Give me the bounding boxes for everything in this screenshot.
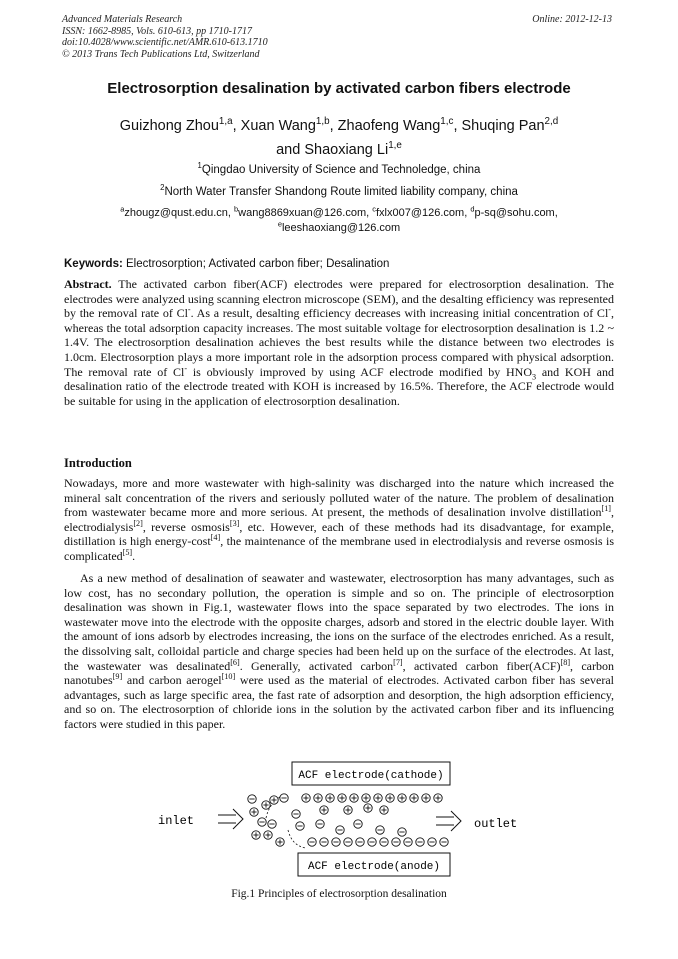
intro-paragraph-2: As a new method of desalination of seawater and wastewater, electrosorption has many advantages, such as low cost, has no secondary pollution, the operation is simple and so on. The principle of electrosorption desalination was shown in Fig.1, wastewater flows into the space separated by two electrodes. The ions in wastewater move into the electrode with the opposite charges, adsorb and stored in the electric double layer. With the amount of ions adsorb by electrodes increasing, the ions on the surface of the electrodes enriched. As a result, the dissolving salt, colloidal particle and charge species had been held up on the surface of the electrodes. At last, the wastewater was desalinated[6]. Generally, activated carbon[7], activated carbon fiber(ACF)[8], carbon nanotubes[9] and carbon aerogel[10] were used as the material of electrodes. Activated carbon fiber has several advantages, such as large specific area, the fast rate of adsorption and desorption, the high adsorption efficiency, and so on. The electrosorption of chloride ions in the solution by the activated carbon fiber and its influencing factors were studied in this paper. (64, 571, 615, 731)
citation: [10] (221, 672, 236, 682)
citation: [6] (230, 657, 240, 667)
inlet-ion-cluster (248, 794, 304, 846)
inlet-label: inlet (158, 814, 195, 828)
paper-title: Electrosorption desalination by activated carbon fibers electrode (107, 80, 571, 97)
author-list (40, 114, 638, 162)
citation: [2] (133, 518, 143, 528)
citation: [4] (210, 533, 221, 543)
doi-line: doi:10.4028/www.scientific.net/AMR.610-613.1710 (62, 37, 268, 48)
author: and Shaoxiang Li$^{1,e}$ (276, 140, 402, 158)
intro-paragraph-1: Nowadays, more and more wastewater with high-salinity was discharged into the nature which increased the mineral salt concentration of the rivers and seriously polluted water of the nature. The problem of desalination from wastewater became more and more serious. At present, the methods of desalination involve distillation[1], electrodialysis[2], reverse osmosis[3], etc. However, each of these methods had its disadvantage, for example, distillation is high energy-cost[4], the maintenance of the membrane used in electrodialysis and reverse osmosis is complicated[5]. (64, 476, 614, 563)
citation: [1] (601, 504, 611, 514)
citation: [7] (393, 657, 403, 667)
journal-header (62, 14, 268, 60)
keywords-label: Keywords: (64, 258, 123, 270)
email-link[interactable]: zhougz@qust.edu.cn, (124, 207, 234, 219)
anode-ion-row (308, 838, 448, 846)
outlet-arrow (436, 811, 461, 831)
online-date: Online: 2012-12-13 (532, 14, 612, 25)
flow-arrow-down (288, 830, 306, 848)
author: Zhaofeng Wang$^{1,c}$, (337, 116, 462, 134)
author: Xuan Wang$^{1,b}$, (240, 116, 338, 134)
keywords-text: Electrosorption; Activated carbon fiber; Desalination (126, 258, 390, 270)
issn-line: ISSN: 1662-8985, Vols. 610-613, pp 1710-1717 (62, 25, 252, 37)
citation: [9] (112, 672, 123, 682)
email-link[interactable]: wang8869xuan@126.com, (238, 207, 373, 219)
author-emails: $^a$zhougz@qust.edu.cn, $^b$wang8869xuan@126.com, $^c$fxlx007@126.com, $^d$p-sq@sohu.com, $^e$leeshaoxiang@126.com (120, 204, 558, 234)
electrosorption-diagram (140, 760, 540, 880)
author: Guizhong Zhou$^{1,a}$, (119, 116, 241, 134)
journal-name: Advanced Materials Research (62, 14, 183, 25)
abstract: Abstract. The activated carbon fiber(ACF) electrodes were prepared for electrosorption desalination. The electrodes were analyzed using scanning electron microscope (SEM), and the desalting efficiency was represented by the removal rate of Cl-. As a result, desalting efficiency decreases with increasing initial concentration of Cl-, whereas the total adsorption capacity increases. The most suitable voltage for electrosorption desalination is 1.2 ~ 1.4V. The electrosorption desalination achieves the best results while the distance between two electrodes is 1.0cm. Electrosorption plays a more important role in the adsorption process compared with physical adsorption. The removal rate of Cl- is obviously improved by using ACF electrode modified by $HNO_3$ and KOH and desalination ratio of the electrode treated with KOH is increased by 16.5%. Therefore, the ACF electrode would be suitable for using in the application of electrosorption desalination. (64, 277, 614, 408)
citation: [8] (560, 657, 571, 667)
citation: [5] (122, 547, 133, 557)
author: Shuqing Pan$^{2,d}$ (461, 116, 559, 134)
outlet-label: outlet (474, 817, 518, 831)
abstract-label: Abstract. (64, 277, 112, 291)
copyright-line: © 2013 Trans Tech Publications Ltd, Switzerland (62, 48, 260, 60)
affiliation-1: $^1$Qingdao University of Science and Technoledge, china (197, 161, 481, 176)
citation: [3] (229, 518, 240, 528)
figure-caption: Fig.1 Principles of electrosorption desalination (231, 888, 447, 900)
email-link[interactable]: p-sq@sohu.com, (474, 207, 558, 219)
keywords (64, 258, 616, 270)
email-link[interactable]: fxlx007@126.com, (375, 207, 471, 219)
email-link[interactable]: leeshaoxiang@126.com (281, 222, 401, 234)
section-heading-introduction: Introduction (64, 456, 132, 470)
cathode-label: ACF electrode(cathode) (298, 770, 444, 782)
middle-ions (316, 820, 406, 836)
cathode-ion-row (302, 794, 442, 814)
anode-label: ACF electrode(anode) (307, 861, 441, 873)
affiliation-2: $^2$North Water Transfer Shandong Route limited liability company, china (160, 183, 518, 198)
inlet-arrow (218, 809, 243, 829)
